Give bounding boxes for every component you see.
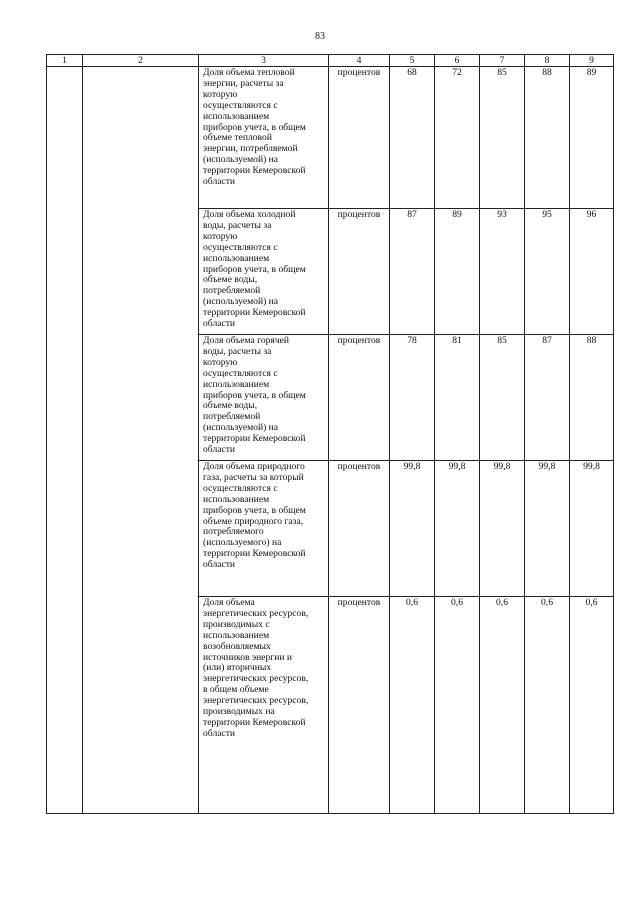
column-number: 5 (390, 55, 435, 67)
column-number: 2 (83, 55, 199, 67)
value-cell: 95 (525, 209, 570, 335)
value-cell: 89 (435, 209, 480, 335)
unit-cell: процентов (329, 335, 390, 461)
value-cell: 85 (480, 67, 525, 209)
value-cell: 99,8 (570, 461, 614, 597)
value-cell: 89 (570, 67, 614, 209)
value-cell: 78 (390, 335, 435, 461)
value-cell: 96 (570, 209, 614, 335)
unit-cell: процентов (329, 209, 390, 335)
indicators-table (46, 54, 614, 814)
value-cell: 99,8 (390, 461, 435, 597)
value-cell: 99,8 (435, 461, 480, 597)
value-cell: 85 (480, 335, 525, 461)
column-number: 1 (47, 55, 83, 67)
column-number: 6 (435, 55, 480, 67)
value-cell: 0,6 (390, 597, 435, 814)
column-number: 4 (329, 55, 390, 67)
table-row (47, 67, 614, 209)
indicator-description: Доля объема холодной воды, расчеты за которую осуществляются с использованием приборов учета, в общем объеме воды, потребляемой (используемой) на территории Кемеровской области (199, 209, 329, 335)
page-number: 83 (315, 31, 325, 42)
unit-cell: процентов (329, 461, 390, 597)
value-cell: 99,8 (525, 461, 570, 597)
unit-cell: процентов (329, 597, 390, 814)
indicator-description: Доля объема тепловой энергии, расчеты за которую осуществляются с использованием приборов учета, в общем объеме тепловой энергии, потребляемой (используемой) на территории Кемеровской области (199, 67, 329, 209)
column-numbers-row (47, 55, 614, 67)
column-number: 7 (480, 55, 525, 67)
column-number: 3 (199, 55, 329, 67)
value-cell: 99,8 (480, 461, 525, 597)
value-cell: 87 (525, 335, 570, 461)
indicator-description: Доля объема энергетических ресурсов, производимых с использованием возобновляемых источников энергии и (или) вторичных энергетических ресурсов, в общем объеме энергетических ресурсов, производимых на территории Кемеровской области (199, 597, 329, 814)
column-number: 9 (570, 55, 614, 67)
value-cell: 0,6 (525, 597, 570, 814)
value-cell: 88 (525, 67, 570, 209)
value-cell: 72 (435, 67, 480, 209)
column-number: 8 (525, 55, 570, 67)
value-cell: 93 (480, 209, 525, 335)
unit-cell: процентов (329, 67, 390, 209)
section-cell (83, 67, 199, 814)
indicator-description: Доля объема горячей воды, расчеты за которую осуществляются с использованием приборов учета, в общем объеме воды, потребляемой (используемой) на территории Кемеровской области (199, 335, 329, 461)
indicator-description: Доля объема природного газа, расчеты за который осуществляются с использованием приборов учета, в общем объеме природного газа, потребляемого (используемого) на территории Кемеровской области (199, 461, 329, 597)
value-cell: 0,6 (435, 597, 480, 814)
value-cell: 68 (390, 67, 435, 209)
value-cell: 0,6 (480, 597, 525, 814)
value-cell: 0,6 (570, 597, 614, 814)
index-cell (47, 67, 83, 814)
value-cell: 87 (390, 209, 435, 335)
value-cell: 88 (570, 335, 614, 461)
value-cell: 81 (435, 335, 480, 461)
